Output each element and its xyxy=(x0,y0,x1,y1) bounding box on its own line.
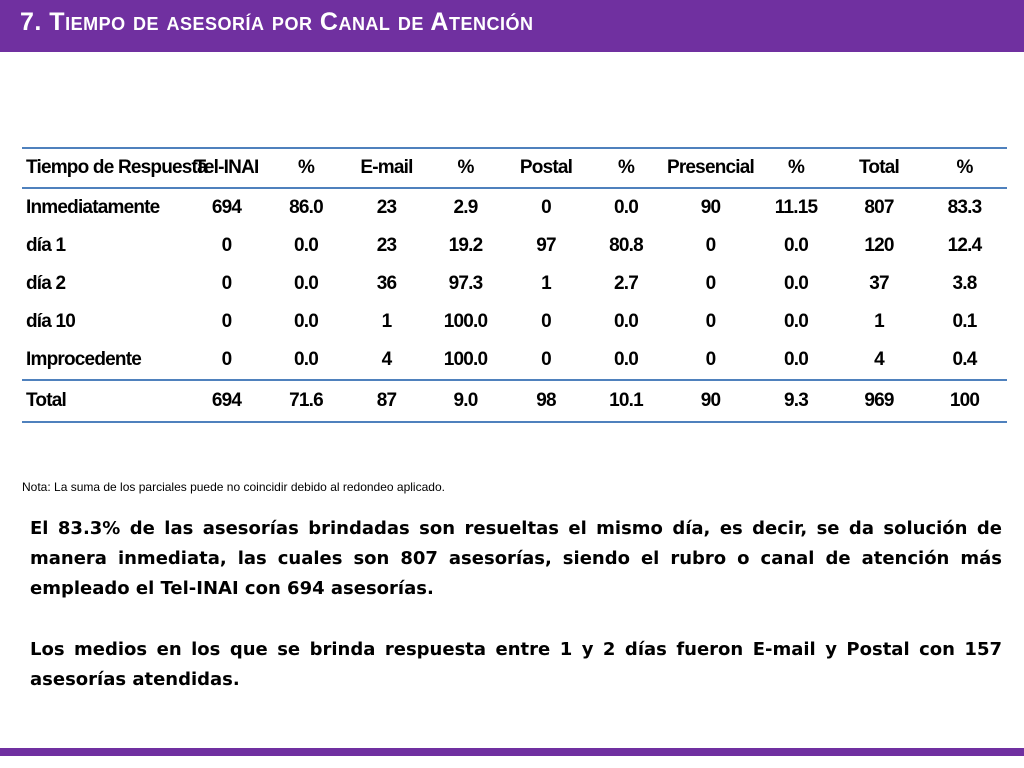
row-label: Inmediatamente xyxy=(26,197,160,218)
cell: 0 xyxy=(221,349,232,370)
cell: 0 xyxy=(705,311,716,332)
summary-paragraph-1: El 83.3% de las asesorías brindadas son resueltas el mismo día, es decir, se da solución de manera inmediata, las cuales son 807 asesorías, siendo el rubro o canal de atención más empleado el Tel-INAI con 694 asesorías. xyxy=(30,518,1002,599)
cell: 2.7 xyxy=(613,273,638,294)
header-tel-inai-percent: % xyxy=(265,148,347,188)
cell: 0.0 xyxy=(293,311,318,332)
cell: 100.0 xyxy=(443,349,488,370)
cell: 0.0 xyxy=(613,311,638,332)
row-label: día 2 xyxy=(26,273,66,294)
header-postal: Postal xyxy=(505,148,587,188)
cell: 19.2 xyxy=(448,235,483,256)
total-cell: 9.0 xyxy=(426,380,505,422)
header-tel-inai: Tel-INAI xyxy=(188,148,265,188)
table-row xyxy=(22,303,1007,341)
title-bar xyxy=(0,0,1024,52)
total-cell: 100 xyxy=(922,380,1007,422)
total-cell: 10.1 xyxy=(587,380,665,422)
cell: 0.0 xyxy=(613,197,638,218)
table-row xyxy=(22,341,1007,380)
slide-title: 7. Tiempo de asesoría por Canal de Atención xyxy=(20,8,534,36)
response-time-table-container xyxy=(22,147,1007,423)
row-label: Improcedente xyxy=(26,349,141,370)
total-cell: 694 xyxy=(188,380,265,422)
cell: 0 xyxy=(221,235,232,256)
cell: 23 xyxy=(376,235,397,256)
row-label: día 1 xyxy=(26,235,66,256)
cell: 37 xyxy=(869,273,889,294)
cell: 0 xyxy=(705,349,716,370)
header-presencial: Presencial xyxy=(665,148,756,188)
cell: 36 xyxy=(376,273,397,294)
cell: 4 xyxy=(874,349,884,370)
total-cell: 969 xyxy=(836,380,922,422)
table-row xyxy=(22,188,1007,227)
cell: 2.9 xyxy=(453,197,478,218)
total-cell: 98 xyxy=(505,380,587,422)
cell: 12.4 xyxy=(947,235,982,256)
table-note: Nota: La suma de los parciales puede no coincidir debido al redondeo aplicado. xyxy=(22,480,445,494)
cell: 0 xyxy=(705,235,716,256)
header-total: Total xyxy=(836,148,922,188)
cell: 0.0 xyxy=(783,349,808,370)
cell: 0.1 xyxy=(952,311,977,332)
cell: 0.0 xyxy=(293,273,318,294)
total-cell: 71.6 xyxy=(265,380,347,422)
table-header-row xyxy=(22,148,1007,188)
cell: 11.15 xyxy=(774,197,818,218)
cell: 0 xyxy=(541,197,551,218)
header-email: E-mail xyxy=(347,148,426,188)
cell: 97 xyxy=(536,235,556,256)
cell: 0.4 xyxy=(952,349,977,370)
total-label: Total xyxy=(22,380,188,422)
cell: 90 xyxy=(700,197,721,218)
response-time-table xyxy=(22,147,1007,423)
cell: 100.0 xyxy=(443,311,488,332)
header-presencial-percent: % xyxy=(756,148,836,188)
header-tiempo-respuesta: Tiempo de Respuesta xyxy=(22,148,188,188)
cell: 0.0 xyxy=(293,235,318,256)
cell: 86.0 xyxy=(289,197,323,218)
cell: 0 xyxy=(221,273,232,294)
cell: 4 xyxy=(381,349,392,370)
cell: 83.3 xyxy=(947,197,982,218)
cell: 97.3 xyxy=(448,273,483,294)
cell: 0.0 xyxy=(783,311,808,332)
cell: 0 xyxy=(541,349,551,370)
table-row xyxy=(22,227,1007,265)
cell: 0.0 xyxy=(293,349,318,370)
cell: 1 xyxy=(541,273,551,294)
cell: 807 xyxy=(864,197,894,218)
cell: 0.0 xyxy=(783,273,808,294)
cell: 0.0 xyxy=(613,349,638,370)
footer-bar xyxy=(0,748,1024,756)
cell: 0 xyxy=(221,311,232,332)
cell: 0 xyxy=(705,273,716,294)
header-postal-percent: % xyxy=(587,148,665,188)
cell: 1 xyxy=(874,311,884,332)
header-email-percent: % xyxy=(426,148,505,188)
cell: 23 xyxy=(376,197,397,218)
cell: 1 xyxy=(381,311,392,332)
total-cell: 90 xyxy=(665,380,756,422)
cell: 0.0 xyxy=(783,235,808,256)
cell: 120 xyxy=(864,235,894,256)
table-total-row xyxy=(22,380,1007,422)
table-row xyxy=(22,265,1007,303)
cell: 3.8 xyxy=(952,273,977,294)
total-cell: 9.3 xyxy=(756,380,836,422)
row-label: día 10 xyxy=(26,311,76,332)
total-cell: 87 xyxy=(347,380,426,422)
cell: 80.8 xyxy=(609,235,643,256)
cell: 694 xyxy=(211,197,242,218)
cell: 0 xyxy=(541,311,551,332)
summary-paragraph-2: Los medios en los que se brinda respuesta entre 1 y 2 días fueron E-mail y Postal con 157 asesorías atendidas. xyxy=(30,639,1002,690)
header-total-percent: % xyxy=(922,148,1007,188)
